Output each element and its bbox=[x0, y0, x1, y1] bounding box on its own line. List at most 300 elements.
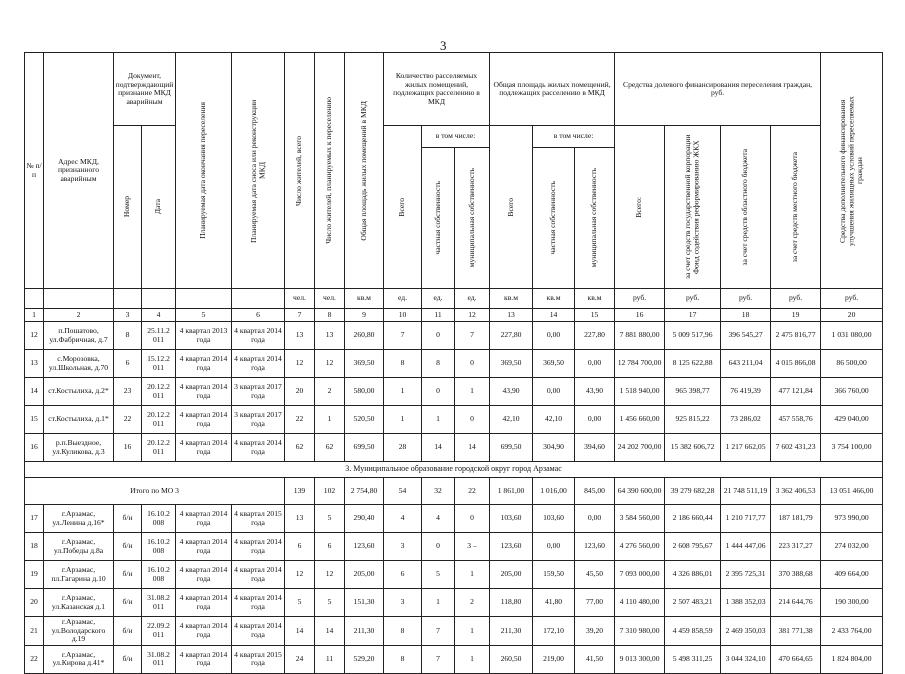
table-cell: 0,00 bbox=[533, 322, 575, 350]
table-cell: 172,10 bbox=[533, 617, 575, 646]
table-cell: 5 bbox=[285, 589, 315, 617]
column-number-row bbox=[25, 309, 883, 322]
table-cell: 3 584 560,00 bbox=[615, 505, 665, 533]
table-cell: 20 bbox=[285, 378, 315, 406]
column-number: 7 bbox=[285, 309, 315, 322]
table-cell: 211,30 bbox=[345, 617, 384, 646]
table-cell: с.Морозовка, ул.Школьная, д.70 bbox=[44, 350, 114, 378]
header-document: Документ, подтверждающий признание МКД аварийным bbox=[114, 53, 176, 126]
subtotal-cell: 32 bbox=[422, 478, 455, 505]
table-cell: 205,00 bbox=[345, 561, 384, 589]
table-cell: 396 545,27 bbox=[721, 322, 771, 350]
table-cell: 16.10.2 008 bbox=[142, 505, 176, 533]
header-extra-funding: Средства дополнительного финансирования улучшения жилищных условий переселяемых граждан bbox=[821, 53, 883, 289]
table-cell: 223 317,27 bbox=[771, 533, 821, 561]
column-number: 9 bbox=[345, 309, 384, 322]
subtotal-cell: 3 362 406,53 bbox=[771, 478, 821, 505]
table-row bbox=[25, 533, 883, 561]
table-cell: 2 507 483,21 bbox=[665, 589, 721, 617]
table-cell: 4 квартал 2014 года bbox=[176, 406, 232, 434]
table-cell: 2 433 764,00 bbox=[821, 617, 883, 646]
table-cell: 3 квартал 2017 года bbox=[232, 406, 285, 434]
table-cell: 0,00 bbox=[575, 505, 615, 533]
table-cell: 1 bbox=[455, 561, 490, 589]
table-cell: 304,90 bbox=[533, 434, 575, 462]
unit-cell: ед. bbox=[422, 289, 455, 309]
subtotal-cell: 39 279 682,28 bbox=[665, 478, 721, 505]
subtotal-cell: 13 051 466,00 bbox=[821, 478, 883, 505]
table-cell: 7 bbox=[384, 322, 422, 350]
unit-cell: чел. bbox=[285, 289, 315, 309]
table-cell: 1 bbox=[384, 406, 422, 434]
table-cell: 2 186 660,44 bbox=[665, 505, 721, 533]
table-cell: 4 квартал 2014 года bbox=[232, 589, 285, 617]
table-cell: 43,90 bbox=[575, 378, 615, 406]
table-cell: 290,40 bbox=[345, 505, 384, 533]
table-cell: 4 326 886,01 bbox=[665, 561, 721, 589]
table-cell: 1 bbox=[455, 617, 490, 646]
table-cell: 0 bbox=[422, 322, 455, 350]
header-area-private: частная собственность bbox=[533, 148, 575, 289]
table-cell: 123,60 bbox=[575, 533, 615, 561]
table-cell: 4 квартал 2014 года bbox=[232, 561, 285, 589]
table-body-a bbox=[25, 322, 883, 462]
table-cell: 205,00 bbox=[490, 561, 533, 589]
table-cell: 31.08.2 011 bbox=[142, 645, 176, 673]
column-number: 14 bbox=[533, 309, 575, 322]
header-rooms-private: частная собственность bbox=[422, 148, 455, 289]
table-cell: 123,60 bbox=[345, 533, 384, 561]
table-cell: 973 990,00 bbox=[821, 505, 883, 533]
subtotal-cell: 21 748 511,19 bbox=[721, 478, 771, 505]
table-cell: 22 bbox=[285, 406, 315, 434]
table-cell: 227,80 bbox=[490, 322, 533, 350]
table-cell: 3 bbox=[384, 589, 422, 617]
table-cell: 4 квартал 2014 года bbox=[176, 434, 232, 462]
table-cell: 23 bbox=[114, 378, 142, 406]
table-cell: 4 459 858,59 bbox=[665, 617, 721, 646]
table-cell: 1 824 804,00 bbox=[821, 645, 883, 673]
page-number: 3 bbox=[440, 38, 447, 53]
table-cell: 965 398,77 bbox=[665, 378, 721, 406]
table-cell: 1 031 080,00 bbox=[821, 322, 883, 350]
table-cell: 0,00 bbox=[575, 406, 615, 434]
table-row bbox=[25, 406, 883, 434]
table-cell: 5 bbox=[422, 561, 455, 589]
table-cell: 24 202 700,00 bbox=[615, 434, 665, 462]
table-cell: 190 300,00 bbox=[821, 589, 883, 617]
table-cell: 2 469 350,03 bbox=[721, 617, 771, 646]
table-cell: 394,60 bbox=[575, 434, 615, 462]
section-row bbox=[25, 462, 883, 478]
header-rooms-municipal: муниципальная собственность bbox=[455, 148, 490, 289]
table-cell: 12 bbox=[285, 350, 315, 378]
table-cell: 529,20 bbox=[345, 645, 384, 673]
table-cell: 0,00 bbox=[575, 350, 615, 378]
header-n: № п/п bbox=[25, 53, 44, 289]
unit-cell: руб. bbox=[615, 289, 665, 309]
table-cell: б/н bbox=[114, 561, 142, 589]
header-rooms-area: Общая площадь жилых помещений, подлежащих расселению в МКД bbox=[490, 53, 615, 126]
table-cell: 0 bbox=[455, 406, 490, 434]
table-body-b bbox=[25, 505, 883, 674]
column-number: 3 bbox=[114, 309, 142, 322]
header-area-incl: в том числе: bbox=[533, 126, 615, 148]
table-cell: 13 bbox=[315, 322, 345, 350]
unit-cell: руб. bbox=[721, 289, 771, 309]
table-row bbox=[25, 645, 883, 673]
table-cell: 15 bbox=[25, 406, 44, 434]
table-cell: 6 bbox=[285, 533, 315, 561]
subtotal-label: Итого по МО 3 bbox=[25, 478, 285, 505]
header-area-municipal: муниципальная собственность bbox=[575, 148, 615, 289]
table-cell: 4 квартал 2014 года bbox=[176, 561, 232, 589]
table-cell: 699,50 bbox=[345, 434, 384, 462]
unit-cell: ед. bbox=[384, 289, 422, 309]
header-fund-region: за счет средств областного бюджета bbox=[721, 126, 771, 289]
table-cell: 0,00 bbox=[533, 533, 575, 561]
table-cell: г.Арзамас, ул.Победы д.8а bbox=[44, 533, 114, 561]
units-row bbox=[25, 289, 883, 309]
subtotal-cell: 54 bbox=[384, 478, 422, 505]
unit-cell: руб. bbox=[771, 289, 821, 309]
table-cell: 5 009 517,96 bbox=[665, 322, 721, 350]
table-cell: 219,00 bbox=[533, 645, 575, 673]
table-cell: 4 квартал 2014 года bbox=[176, 589, 232, 617]
table-cell: 103,60 bbox=[490, 505, 533, 533]
subtotal-cell: 139 bbox=[285, 478, 315, 505]
table-cell: б/н bbox=[114, 645, 142, 673]
table-cell: 7 881 880,00 bbox=[615, 322, 665, 350]
table-cell: 8 bbox=[422, 350, 455, 378]
table-cell: 22.09.2 011 bbox=[142, 617, 176, 646]
column-number: 13 bbox=[490, 309, 533, 322]
table-cell: 28 bbox=[384, 434, 422, 462]
table-cell: 699,50 bbox=[490, 434, 533, 462]
header-funding: Средства долевого финансирования переселения граждан, руб. bbox=[615, 53, 821, 126]
table-cell: 2 475 816,77 bbox=[771, 322, 821, 350]
table-cell: 39,20 bbox=[575, 617, 615, 646]
table-cell: 14 bbox=[422, 434, 455, 462]
table-cell: 1 bbox=[422, 406, 455, 434]
table-row bbox=[25, 350, 883, 378]
table-cell: 8 bbox=[384, 645, 422, 673]
table-cell: 1 518 940,00 bbox=[615, 378, 665, 406]
table-cell: 77,00 bbox=[575, 589, 615, 617]
table-cell: б/н bbox=[114, 505, 142, 533]
unit-cell: кв.м bbox=[345, 289, 384, 309]
table-cell: ст.Костылиха, д.2* bbox=[44, 378, 114, 406]
table-cell: 4 квартал 2014 года bbox=[232, 533, 285, 561]
table-cell: 4 квартал 2014 года bbox=[232, 322, 285, 350]
table-cell: 15.12.2 011 bbox=[142, 350, 176, 378]
table-cell: 2 608 795,67 bbox=[665, 533, 721, 561]
table-cell: 6 bbox=[384, 561, 422, 589]
table-cell: 14 bbox=[315, 617, 345, 646]
table-cell: 12 bbox=[315, 561, 345, 589]
column-number: 5 bbox=[176, 309, 232, 322]
table-cell: 4 квартал 2014 года bbox=[176, 645, 232, 673]
table-cell: 4 квартал 2014 года bbox=[176, 378, 232, 406]
column-number: 20 bbox=[821, 309, 883, 322]
table-cell: б/н bbox=[114, 589, 142, 617]
unit-cell: кв.м bbox=[490, 289, 533, 309]
table-cell: 7 bbox=[455, 322, 490, 350]
table-cell: 1 bbox=[455, 645, 490, 673]
table-cell: 118,80 bbox=[490, 589, 533, 617]
table-row bbox=[25, 589, 883, 617]
table-cell: 11 bbox=[315, 645, 345, 673]
header-doc-date: Дата bbox=[142, 126, 176, 289]
table-cell: 0,00 bbox=[533, 378, 575, 406]
table-cell: 21 bbox=[25, 617, 44, 646]
unit-cell: ед. bbox=[455, 289, 490, 309]
table-cell: 12 bbox=[285, 561, 315, 589]
table-cell: 6 bbox=[114, 350, 142, 378]
column-number: 18 bbox=[721, 309, 771, 322]
table-cell: 42,10 bbox=[490, 406, 533, 434]
table-cell: 214 644,76 bbox=[771, 589, 821, 617]
unit-cell: кв.м bbox=[533, 289, 575, 309]
table-cell: 274 032,00 bbox=[821, 533, 883, 561]
subtotal-row bbox=[25, 478, 883, 505]
table-cell: 86 500,00 bbox=[821, 350, 883, 378]
header-planned-end: Планируемая дата окончания переселения bbox=[176, 53, 232, 289]
table-cell: 8 bbox=[384, 350, 422, 378]
table-cell: 12 bbox=[315, 350, 345, 378]
unit-cell: кв.м bbox=[575, 289, 615, 309]
table-cell: 4 276 560,00 bbox=[615, 533, 665, 561]
table-cell: 4 квартал 2015 года bbox=[232, 505, 285, 533]
header-planned-demolition: Планируемая дата сноса или реконструкции МКД bbox=[232, 53, 285, 289]
column-number: 6 bbox=[232, 309, 285, 322]
column-number: 15 bbox=[575, 309, 615, 322]
table-cell: 62 bbox=[285, 434, 315, 462]
table-cell: 369,50 bbox=[345, 350, 384, 378]
table-cell: 2 395 725,31 bbox=[721, 561, 771, 589]
header-fund-local: за счет средств местного бюджета bbox=[771, 126, 821, 289]
table-cell: 8 bbox=[384, 617, 422, 646]
table-cell: ст.Костылиха, д.1* bbox=[44, 406, 114, 434]
header-address: Адрес МКД, признанного аварийным bbox=[44, 53, 114, 289]
table-cell: 123,60 bbox=[490, 533, 533, 561]
subtotal-cell: 1 861,00 bbox=[490, 478, 533, 505]
table-cell: 4 квартал 2014 года bbox=[232, 350, 285, 378]
column-number: 4 bbox=[142, 309, 176, 322]
table-cell: 429 040,00 bbox=[821, 406, 883, 434]
table-cell: 0 bbox=[422, 378, 455, 406]
table-cell: 13 bbox=[285, 322, 315, 350]
table-cell: 4 квартал 2014 года bbox=[176, 533, 232, 561]
table-cell: 260,80 bbox=[345, 322, 384, 350]
table-cell: 12 bbox=[25, 322, 44, 350]
table-cell: 7 bbox=[422, 617, 455, 646]
table-row bbox=[25, 378, 883, 406]
header-living-area: Общая площадь жилых помещений в МКД bbox=[345, 53, 384, 289]
table-cell: 20 bbox=[25, 589, 44, 617]
table-cell: 1 bbox=[315, 406, 345, 434]
table-cell: 4 110 480,00 bbox=[615, 589, 665, 617]
unit-cell: чел. bbox=[315, 289, 345, 309]
table-cell: 477 121,84 bbox=[771, 378, 821, 406]
table-cell: 370 388,68 bbox=[771, 561, 821, 589]
table-row bbox=[25, 322, 883, 350]
table-cell: 7 310 980,00 bbox=[615, 617, 665, 646]
subtotal-cell: 102 bbox=[315, 478, 345, 505]
table-cell: 151,30 bbox=[345, 589, 384, 617]
table-cell: 227,80 bbox=[575, 322, 615, 350]
table-cell: 7 093 000,00 bbox=[615, 561, 665, 589]
column-number: 17 bbox=[665, 309, 721, 322]
table-row bbox=[25, 561, 883, 589]
table-cell: 41,80 bbox=[533, 589, 575, 617]
column-number: 19 bbox=[771, 309, 821, 322]
header-rooms-total: Всего bbox=[384, 126, 422, 289]
table-cell: п.Пошатово, ул.Фабричная, д.7 bbox=[44, 322, 114, 350]
table-cell: 20.12.2 011 bbox=[142, 406, 176, 434]
table-cell: 3 bbox=[384, 533, 422, 561]
table-cell: 22 bbox=[25, 645, 44, 673]
table-cell: г.Арзамас, ул.Володарского д.19 bbox=[44, 617, 114, 646]
table-cell: 14 bbox=[455, 434, 490, 462]
table-cell: 14 bbox=[285, 617, 315, 646]
table-cell: 4 квартал 2015 года bbox=[232, 645, 285, 673]
table-cell: 1 210 717,77 bbox=[721, 505, 771, 533]
table-cell: 31.08.2 011 bbox=[142, 589, 176, 617]
table-cell: 3 754 100,00 bbox=[821, 434, 883, 462]
header-rooms-qty: Количество расселяемых жилых помещений, подлежащих расселению в МКД bbox=[384, 53, 490, 126]
table-cell: 4 015 866,08 bbox=[771, 350, 821, 378]
table-cell: 4 квартал 2014 года bbox=[176, 617, 232, 646]
table-cell: 0 bbox=[455, 350, 490, 378]
table-cell: 13 bbox=[25, 350, 44, 378]
table-cell: 4 bbox=[384, 505, 422, 533]
table-row bbox=[25, 617, 883, 646]
table-cell: 5 bbox=[315, 589, 345, 617]
table-cell: 4 bbox=[422, 505, 455, 533]
table-cell: 6 bbox=[315, 533, 345, 561]
table-cell: 73 286,02 bbox=[721, 406, 771, 434]
column-number: 10 bbox=[384, 309, 422, 322]
header-rooms-incl: в том числе: bbox=[422, 126, 490, 148]
table-cell: 62 bbox=[315, 434, 345, 462]
table-cell: 470 664,65 bbox=[771, 645, 821, 673]
table-cell: 14 bbox=[25, 378, 44, 406]
table-cell: 5 498 311,25 bbox=[665, 645, 721, 673]
table-cell: 187 181,79 bbox=[771, 505, 821, 533]
table-cell: 16 bbox=[25, 434, 44, 462]
table-cell: 3 – bbox=[455, 533, 490, 561]
table-cell: 7 602 431,23 bbox=[771, 434, 821, 462]
table-cell: 211,30 bbox=[490, 617, 533, 646]
subtotal-cell: 2 754,80 bbox=[345, 478, 384, 505]
section-title: 3. Муниципальное образование городской округ город Арзамас bbox=[25, 462, 883, 478]
table-cell: 103,60 bbox=[533, 505, 575, 533]
table-cell: 381 771,38 bbox=[771, 617, 821, 646]
column-number: 8 bbox=[315, 309, 345, 322]
table-cell: 4 квартал 2014 года bbox=[176, 350, 232, 378]
table-cell: б/н bbox=[114, 617, 142, 646]
table-cell: 1 444 447,06 bbox=[721, 533, 771, 561]
table-cell: 76 419,39 bbox=[721, 378, 771, 406]
table-cell: 0 bbox=[422, 533, 455, 561]
table-cell: 3 044 324,10 bbox=[721, 645, 771, 673]
table-cell: 1 456 660,00 bbox=[615, 406, 665, 434]
table-cell: 9 013 300,00 bbox=[615, 645, 665, 673]
table-cell: 159,50 bbox=[533, 561, 575, 589]
table-cell: 925 815,22 bbox=[665, 406, 721, 434]
table-row bbox=[25, 434, 883, 462]
column-number: 2 bbox=[44, 309, 114, 322]
table-cell: 457 558,76 bbox=[771, 406, 821, 434]
table-row bbox=[25, 505, 883, 533]
column-number: 12 bbox=[455, 309, 490, 322]
column-number: 11 bbox=[422, 309, 455, 322]
table-cell: 8 125 622,88 bbox=[665, 350, 721, 378]
table-cell: 369,50 bbox=[490, 350, 533, 378]
header-residents-total: Число жителей, всего bbox=[285, 53, 315, 289]
table-cell: 4 квартал 2014 года bbox=[232, 434, 285, 462]
table-cell: 19 bbox=[25, 561, 44, 589]
table-cell: 580,00 bbox=[345, 378, 384, 406]
table-cell: 5 bbox=[315, 505, 345, 533]
unit-cell: руб. bbox=[821, 289, 883, 309]
table-cell: 7 bbox=[422, 645, 455, 673]
table-cell: 0 bbox=[455, 505, 490, 533]
table-cell: 43,90 bbox=[490, 378, 533, 406]
table-cell: 1 bbox=[422, 589, 455, 617]
header-fund-total: Всего: bbox=[615, 126, 665, 289]
table-cell: б/н bbox=[114, 533, 142, 561]
table-cell: 20.12.2 011 bbox=[142, 434, 176, 462]
table-cell: 16 bbox=[114, 434, 142, 462]
table-cell: 8 bbox=[114, 322, 142, 350]
table-cell: 4 квартал 2014 года bbox=[176, 505, 232, 533]
subtotal-cell: 845,00 bbox=[575, 478, 615, 505]
header-doc-number: Номер bbox=[114, 126, 142, 289]
table-cell: г.Арзамас, пл.Гагарина д.10 bbox=[44, 561, 114, 589]
table-cell: 45,50 bbox=[575, 561, 615, 589]
table-cell: г.Арзамас, ул.Казанская д.1 bbox=[44, 589, 114, 617]
table-cell: 520,50 bbox=[345, 406, 384, 434]
table-cell: 260,50 bbox=[490, 645, 533, 673]
table-cell: 366 760,00 bbox=[821, 378, 883, 406]
table-cell: 17 bbox=[25, 505, 44, 533]
table-cell: 13 bbox=[285, 505, 315, 533]
column-number: 16 bbox=[615, 309, 665, 322]
table-cell: р.п.Выездное, ул.Куликова, д.3 bbox=[44, 434, 114, 462]
table-cell: 25.11.2 011 bbox=[142, 322, 176, 350]
table-cell: 41,50 bbox=[575, 645, 615, 673]
table-cell: 2 bbox=[315, 378, 345, 406]
subtotal-cell: 22 bbox=[455, 478, 490, 505]
table-cell: 12 784 700,00 bbox=[615, 350, 665, 378]
header-area-total: Всего bbox=[490, 126, 533, 289]
resettlement-table bbox=[24, 52, 883, 674]
table-cell: 1 bbox=[384, 378, 422, 406]
table-cell: 4 квартал 2014 года bbox=[232, 617, 285, 646]
table-cell: 369,50 bbox=[533, 350, 575, 378]
table-cell: 3 квартал 2017 года bbox=[232, 378, 285, 406]
header-residents-planned: Число жителей, планируемых к переселению bbox=[315, 53, 345, 289]
header-fund-fsr: за счет средств государственной корпорации Фонд содействия реформированию ЖКХ bbox=[665, 126, 721, 289]
table-cell: 4 квартал 2013 года bbox=[176, 322, 232, 350]
table-cell: 16.10.2 008 bbox=[142, 533, 176, 561]
table-cell: 20.12.2 011 bbox=[142, 378, 176, 406]
table-cell: 24 bbox=[285, 645, 315, 673]
table-cell: 409 664,00 bbox=[821, 561, 883, 589]
table-cell: 18 bbox=[25, 533, 44, 561]
